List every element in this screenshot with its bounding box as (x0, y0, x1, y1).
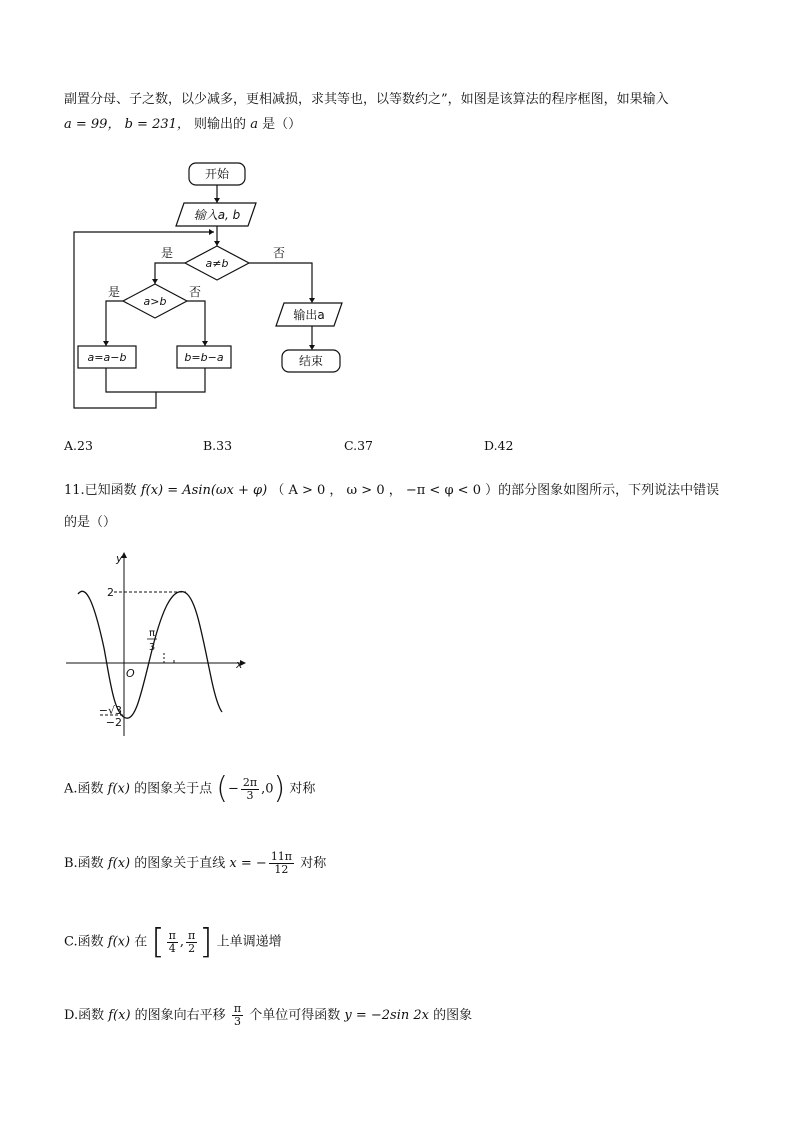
q11-c-prefix: C.函数 (64, 934, 104, 950)
q11-b-prefix: B.函数 (64, 856, 104, 871)
intro-tail: 则输出的 (194, 117, 247, 132)
q11-d-frac: $\frac{\pi}{3}$ (233, 1002, 242, 1028)
q11-option-d[interactable] (64, 1003, 472, 1028)
graph-y-tick-top: 2 (107, 586, 114, 599)
flow-cond1-text: a≠b (205, 257, 229, 270)
q11-option-b[interactable] (64, 851, 326, 876)
q11-c-func: f(x) (107, 934, 131, 950)
flowchart (64, 158, 354, 418)
q11-a-suffix: 对称 (289, 781, 316, 797)
graph-x-label: x (236, 658, 243, 671)
q11-b-frac: $\frac{11\pi}{12}$ (270, 850, 293, 876)
graph-x-tick-den: 3 (148, 642, 156, 653)
q11-a-mid: 的图象关于点 (134, 781, 213, 797)
input-b-value: b = 231， (124, 117, 190, 132)
q11-c-frac-2: $\frac{\pi}{2}$ (188, 928, 196, 955)
q11-b-lhs: x = − (229, 856, 267, 871)
q11-b-func: f(x) (107, 856, 131, 871)
q10-option-b[interactable]: B.33 (203, 438, 233, 453)
q11-c-bracket-open: [ (151, 922, 165, 962)
q11-a-zero: ,0 (261, 781, 274, 797)
q11-stem-line-2: 的是（） (64, 515, 117, 530)
graph-x-tick-num: π (148, 628, 156, 639)
q11-b-suffix: 对称 (300, 856, 327, 871)
q11-stem-line-1 (64, 482, 719, 500)
intro-end: 是（） (262, 117, 302, 132)
q11-option-c[interactable]: C.函数 f(x) 在 [ $\frac{\pi}{4}$ , $\frac{\pi}{2}$ ] 上单调递增 (64, 922, 282, 962)
q11-function: f(x) = Asin(ωx + φ) (140, 483, 268, 498)
q11-a-paren-open: ( (216, 771, 228, 806)
q11-c-frac-1: $\frac{\pi}{4}$ (168, 928, 176, 955)
q11-a-frac: $\frac{2\pi}{3}$ (242, 775, 258, 802)
q11-a-prefix: A.函数 (64, 781, 104, 797)
q11-option-a[interactable] (64, 771, 316, 806)
q11-d-mid: 的图象向右平移 (134, 1008, 226, 1023)
flow-cond2-text: a>b (143, 295, 167, 308)
flow-yes1-text: 是 (160, 246, 174, 260)
q10-option-a[interactable]: A.23 (64, 438, 93, 453)
q11-c-bracket-close: ] (199, 922, 213, 962)
graph-y-label: y (116, 552, 123, 565)
flow-assign-a-text: a=a−b (87, 351, 127, 364)
q11-conditions: （ A > 0 ， ω > 0 ， −π < φ < 0 ）的部分图象如图所示，下列说法中错误 (271, 483, 720, 498)
q11-c-suffix: 上单调递增 (216, 934, 282, 950)
q11-a-neg: − (227, 781, 239, 797)
q11-d-func: f(x) (108, 1008, 131, 1023)
q11-a-paren-close: ) (273, 771, 286, 806)
intro-var: a (250, 117, 258, 132)
q11-d-target: y = −2sin 2x (344, 1008, 429, 1023)
q10-option-c[interactable]: C.37 (344, 438, 373, 453)
flow-start-text: 开始 (204, 167, 230, 181)
input-a-value: a = 99， (64, 117, 121, 132)
graph-y-tick-bottom: −2 (105, 716, 122, 729)
flow-no1-text: 否 (272, 246, 286, 260)
graph-origin-label: O (126, 667, 135, 680)
q11-d-prefix: D.函数 (64, 1008, 105, 1023)
q11-d-mid2: 个单位可得函数 (249, 1008, 341, 1023)
q11-prefix: 11.已知函数 (64, 483, 137, 498)
flow-assign-b-text: b=b−a (184, 351, 224, 364)
sine-curve (78, 591, 222, 718)
flow-no2-text: 否 (188, 285, 202, 299)
flow-input-text: 输入a, b (193, 208, 241, 222)
q11-c-mid: 在 (134, 934, 148, 950)
flow-end-text: 结束 (298, 354, 324, 368)
flow-output-text: 输出a (293, 308, 325, 322)
sine-graph (64, 550, 249, 740)
q11-a-func: f(x) (107, 781, 130, 797)
q11-b-mid: 的图象关于直线 (134, 856, 226, 871)
intro-line-2 (64, 116, 301, 134)
q11-d-suffix: 的图象 (433, 1008, 473, 1023)
q10-option-d[interactable]: D.42 (484, 438, 514, 453)
flow-yes2-text: 是 (107, 285, 121, 299)
intro-line-1: 副置分母、子之数，以少减多，更相减损，求其等也，以等数约之”，如图是该算法的程序框图，如果输入 (64, 92, 669, 107)
graph-y-tick-sqrt3: −√3 (98, 704, 122, 717)
